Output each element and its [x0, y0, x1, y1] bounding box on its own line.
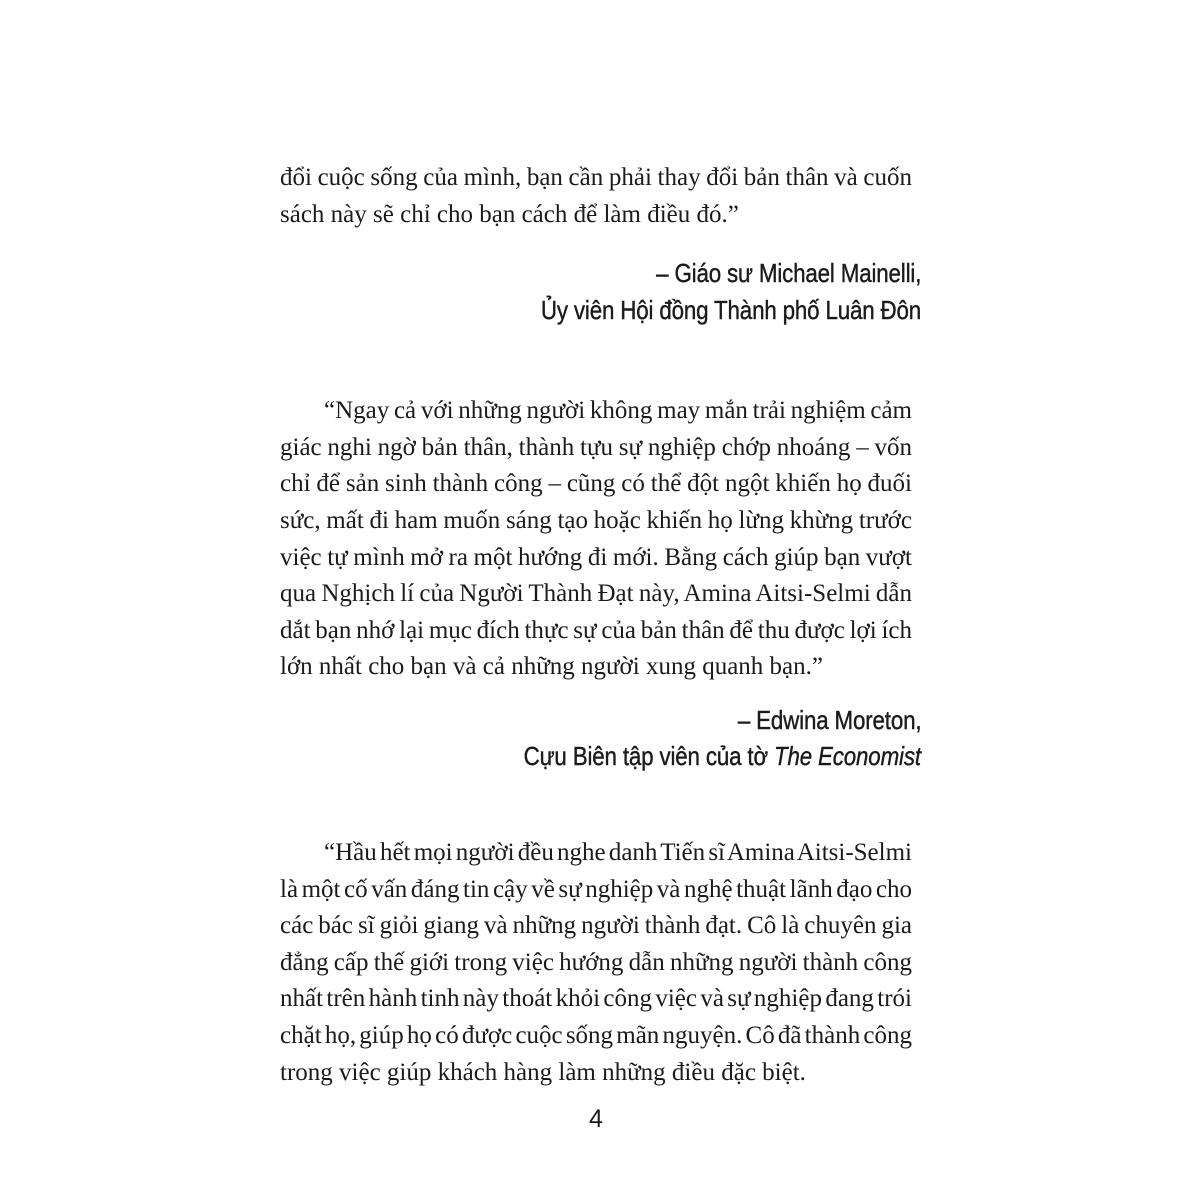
text-line: các bác sĩ giỏi giang và những người thành đạt. Cô là chuyên gia	[280, 912, 912, 940]
text-line: sách này sẽ chỉ cho bạn cách để làm điều đó.”	[280, 200, 739, 228]
attribution-edwina-moreton	[280, 702, 921, 775]
text-line: đẳng cấp thế giới trong việc hướng dẫn những người thành công	[280, 948, 912, 976]
text-line: là một cố vấn đáng tin cậy về sự nghiệp và nghệ thuật lãnh đạo cho	[280, 875, 912, 903]
text-line: việc tự mình mở ra một hướng đi mới. Bằng cách giúp bạn vượt	[280, 543, 912, 571]
text-line: “Ngay cả với những người không may mắn trải nghiệm cảm	[324, 397, 912, 425]
attribution-name: – Giáo sư Michael Mainelli,	[655, 258, 921, 289]
text-line: sức, mất đi ham muốn sáng tạo hoặc khiến họ lừng khừng trước	[280, 506, 912, 534]
text-line: “Hầu hết mọi người đều nghe danh Tiến sĩ Amina Aitsi-Selmi	[324, 838, 912, 866]
text-line: trong việc giúp khách hàng làm những điều đặc biệt.	[280, 1058, 806, 1086]
publication-name: The Economist	[774, 741, 921, 772]
attribution-name: – Edwina Moreton,	[737, 704, 921, 735]
text-line: qua Nghịch lí của Người Thành Đạt này, Amina Aitsi-Selmi dẫn	[280, 580, 912, 608]
page-number: 4	[589, 1105, 603, 1134]
attribution-michael-mainelli	[280, 255, 921, 328]
text-line: dắt bạn nhớ lại mục đích thực sự của bản thân để thu được lợi ích	[280, 616, 912, 644]
attribution-role-text: Cựu Biên tập viên của tờ	[523, 741, 775, 772]
text-line: chỉ để sản sinh thành công – cũng có thể đột ngột khiến họ đuối	[280, 470, 912, 498]
text-line: giác nghi ngờ bản thân, thành tựu sự nghiệp chớp nhoáng – vốn	[280, 433, 912, 461]
endorsement-quote-third	[280, 835, 912, 1091]
attribution-role: Ủy viên Hội đồng Thành phố Luân Đôn	[540, 294, 921, 325]
endorsement-quote-second	[280, 393, 912, 686]
text-line: đổi cuộc sống của mình, bạn cần phải thay đổi bản thân và cuốn	[280, 164, 912, 191]
text-line: nhất trên hành tinh này thoát khỏi công việc và sự nghiệp đang trói	[280, 985, 912, 1013]
page-text-column	[280, 160, 921, 1134]
endorsement-quote-continued	[280, 160, 912, 233]
text-line: lớn nhất cho bạn và cả những người xung quanh bạn.”	[280, 653, 823, 681]
attribution-role	[280, 738, 921, 775]
text-line: chặt họ, giúp họ có được cuộc sống mãn nguyện. Cô đã thành công	[280, 1021, 912, 1049]
